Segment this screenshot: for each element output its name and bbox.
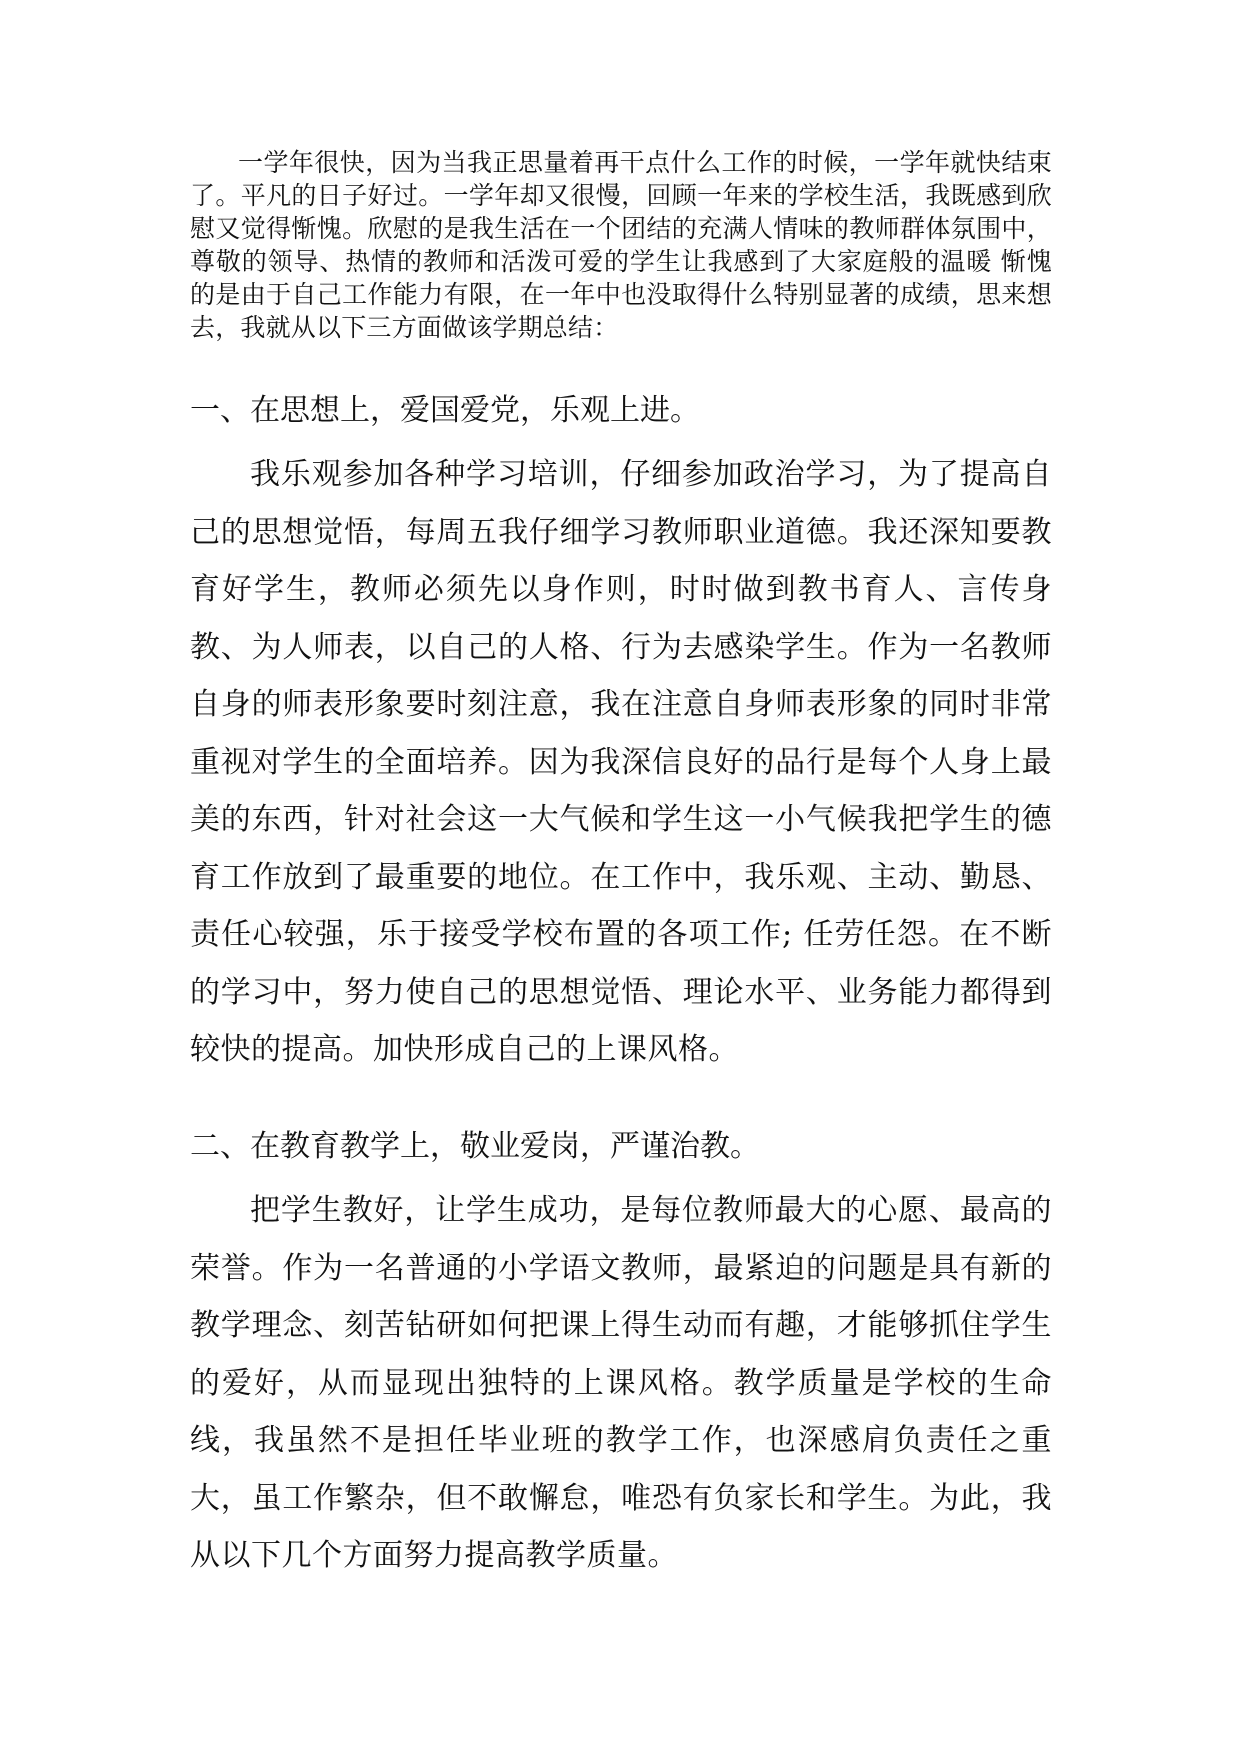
section-2-paragraph: 把学生教好，让学生成功，是每位教师最大的心愿、最高的荣誉。作为一名普通的小学语文教师，最紧迫的问题是具有新的教学理念、刻苦钻研如何把课上得生动而有趣，才能够抓住学生的爱好，从而显现出独特的上课风格。教学质量是学校的生命线，我虽然不是担任毕业班的教学工作，也深感肩负责任之重大，虽工作繁杂，但不敢懈怠，唯恐有负家长和学生。为此，我从以下几个方面努力提高教学质量。 bbox=[190, 1193, 1052, 1573]
intro-paragraph: 一学年很快，因为当我正思量着再干点什么工作的时候，一学年就快结束了。平凡的日子好过。一学年却又很慢，回顾一年来的学校生活，我既感到欣慰又觉得惭愧。欣慰的是我生活在一个团结的充满人情味的教师群体氛围中，尊敬的领导、热情的教师和活泼可爱的学生让我感到了大家庭般的温暖 惭愧的是由于自己工作能力有限，在一年中也没取得什么特别显著的成绩，思来想去，我就从以下三方面做该学期总结： bbox=[190, 148, 1052, 342]
section-2-heading: 二、在教育教学上，敬业爱岗，严谨治教。 bbox=[190, 1129, 760, 1164]
section-1-paragraph: 我乐观参加各种学习培训，仔细参加政治学习，为了提高自己的思想觉悟，每周五我仔细学习教师职业道德。我还深知要教育好学生，教师必须先以身作则，时时做到教书育人、言传身教、为人师表，以自己的人格、行为去感染学生。作为一名教师自身的师表形象要时刻注意，我在注意自身师表形象的同时非常重视对学生的全面培养。因为我深信良好的品行是每个人身上最美的东西，针对社会这一大气候和学生这一小气候我把学生的德育工作放到了最重要的地位。在工作中，我乐观、主动、勤恳、责任心较强，乐于接受学校布置的各项工作; 任劳任怨。在不断的学习中，努力使自己的思想觉悟、理论水平、业务能力都得到较快的提高。加快形成自己的上课风格。 bbox=[190, 457, 1052, 1067]
section-1-heading: 一、在思想上，爱国爱党，乐观上进。 bbox=[190, 393, 700, 428]
